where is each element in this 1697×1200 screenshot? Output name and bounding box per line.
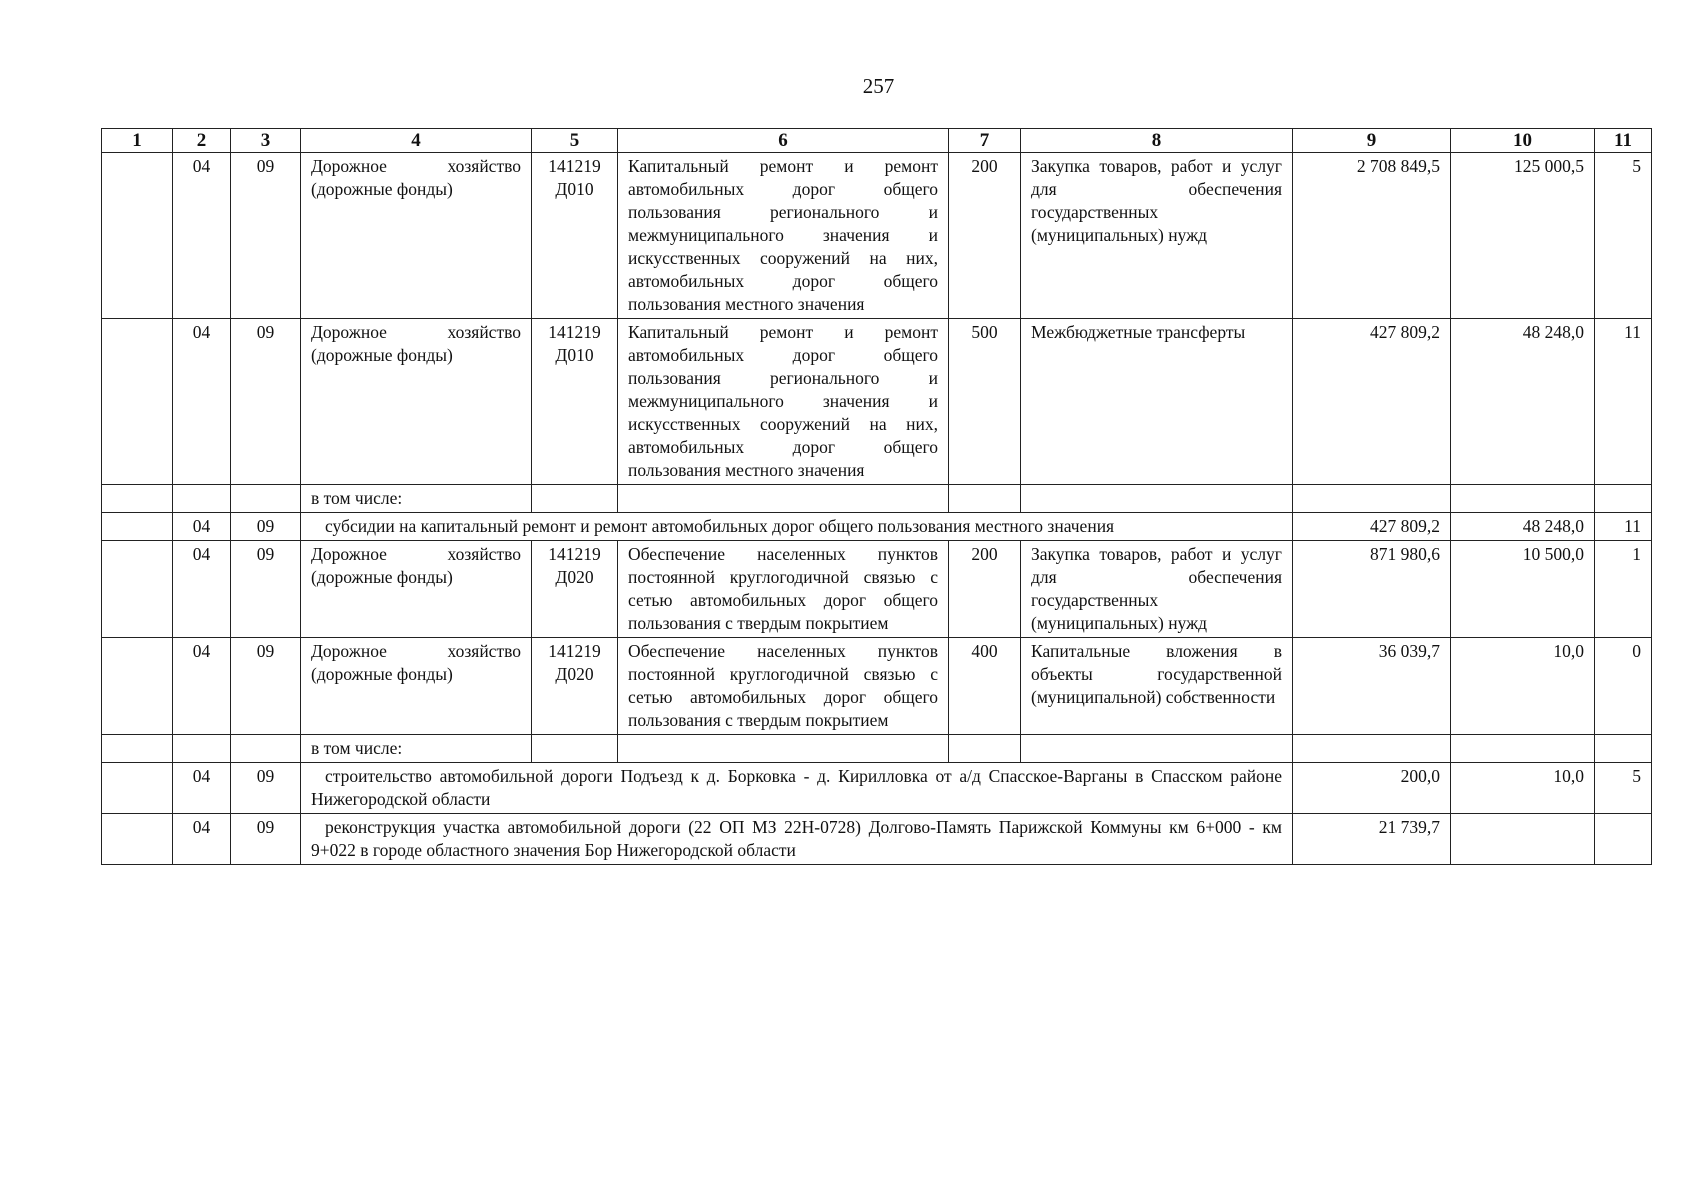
target-article-code: 141219 Д020 bbox=[532, 541, 618, 638]
cell-empty bbox=[102, 638, 173, 735]
expense-type-code: 400 bbox=[949, 638, 1021, 735]
section-code: 04 bbox=[173, 638, 231, 735]
header-cell: 4 bbox=[301, 129, 532, 153]
expense-type-code: 200 bbox=[949, 541, 1021, 638]
cell-empty bbox=[102, 319, 173, 485]
table-row-label bbox=[102, 485, 1652, 513]
section-name: Дорожное хозяйство (дорожные фонды) bbox=[301, 153, 532, 319]
subitem-description: субсидии на капитальный ремонт и ремонт автомобильных дорог общего пользования местного значения bbox=[301, 513, 1293, 541]
budget-table bbox=[101, 128, 1652, 865]
target-article-code: 141219 Д010 bbox=[532, 153, 618, 319]
table-row-subitem bbox=[102, 814, 1652, 865]
expense-type-code: 500 bbox=[949, 319, 1021, 485]
header-cell: 2 bbox=[173, 129, 231, 153]
table-header-row bbox=[102, 129, 1652, 153]
amount-col9: 21 739,7 bbox=[1293, 814, 1451, 865]
section-name: Дорожное хозяйство (дорожные фонды) bbox=[301, 638, 532, 735]
cell-empty bbox=[102, 153, 173, 319]
subsection-code: 09 bbox=[231, 814, 301, 865]
header-cell: 11 bbox=[1595, 129, 1652, 153]
including-label: в том числе: bbox=[301, 735, 532, 763]
expense-type-name: Закупка товаров, работ и услуг для обеспечения государственных (муниципальных) нужд bbox=[1021, 541, 1293, 638]
section-code: 04 bbox=[173, 814, 231, 865]
amount-col9: 36 039,7 bbox=[1293, 638, 1451, 735]
expense-type-name: Межбюджетные трансферты bbox=[1021, 319, 1293, 485]
header-cell: 10 bbox=[1451, 129, 1595, 153]
amount-col10: 48 248,0 bbox=[1451, 513, 1595, 541]
amount-col9: 871 980,6 bbox=[1293, 541, 1451, 638]
table-row bbox=[102, 638, 1652, 735]
table-row-subitem bbox=[102, 763, 1652, 814]
subitem-description: реконструкция участка автомобильной дороги (22 ОП МЗ 22Н-0728) Долгово-Память Парижской Коммуны км 6+000 - км 9+022 в городе областного значения Бор Нижегородской области bbox=[301, 814, 1293, 865]
table-row bbox=[102, 153, 1652, 319]
amount-col10: 48 248,0 bbox=[1451, 319, 1595, 485]
amount-col10: 10,0 bbox=[1451, 638, 1595, 735]
table-row-subitem bbox=[102, 513, 1652, 541]
amount-col9: 427 809,2 bbox=[1293, 319, 1451, 485]
section-name: Дорожное хозяйство (дорожные фонды) bbox=[301, 541, 532, 638]
subsection-code: 09 bbox=[231, 153, 301, 319]
header-cell: 8 bbox=[1021, 129, 1293, 153]
amount-col9: 427 809,2 bbox=[1293, 513, 1451, 541]
table-row bbox=[102, 319, 1652, 485]
expense-type-code: 200 bbox=[949, 153, 1021, 319]
expense-type-name: Закупка товаров, работ и услуг для обеспечения государственных (муниципальных) нужд bbox=[1021, 153, 1293, 319]
amount-col9: 200,0 bbox=[1293, 763, 1451, 814]
page-number: 257 bbox=[862, 74, 895, 98]
subsection-code: 09 bbox=[231, 319, 301, 485]
section-code: 04 bbox=[173, 541, 231, 638]
header-cell: 5 bbox=[532, 129, 618, 153]
target-article-code: 141219 Д020 bbox=[532, 638, 618, 735]
subsection-code: 09 bbox=[231, 513, 301, 541]
subsection-code: 09 bbox=[231, 763, 301, 814]
target-article-name: Капитальный ремонт и ремонт автомобильных дорог общего пользования регионального и межмуниципального значения и искусственных сооружений на них, автомобильных дорог общего пользования местного значения bbox=[618, 153, 949, 319]
amount-col11: 11 bbox=[1595, 513, 1652, 541]
cell-empty bbox=[102, 541, 173, 638]
amount-col11: 11 bbox=[1595, 319, 1652, 485]
subsection-code: 09 bbox=[231, 541, 301, 638]
amount-col11: 1 bbox=[1595, 541, 1652, 638]
amount-col11: 0 bbox=[1595, 638, 1652, 735]
amount-col11: 5 bbox=[1595, 153, 1652, 319]
section-code: 04 bbox=[173, 153, 231, 319]
expense-type-name: Капитальные вложения в объекты государственной (муниципальной) собственности bbox=[1021, 638, 1293, 735]
target-article-name: Обеспечение населенных пунктов постоянной круглогодичной связью с сетью автомобильных дорог общего пользования с твердым покрытием bbox=[618, 541, 949, 638]
target-article-code: 141219 Д010 bbox=[532, 319, 618, 485]
amount-col9: 2 708 849,5 bbox=[1293, 153, 1451, 319]
amount-col10: 125 000,5 bbox=[1451, 153, 1595, 319]
table-row bbox=[102, 541, 1652, 638]
target-article-name: Капитальный ремонт и ремонт автомобильных дорог общего пользования регионального и межмуниципального значения и искусственных сооружений на них, автомобильных дорог общего пользования местного значения bbox=[618, 319, 949, 485]
amount-col11: 5 bbox=[1595, 763, 1652, 814]
header-cell: 6 bbox=[618, 129, 949, 153]
amount-col10: 10 500,0 bbox=[1451, 541, 1595, 638]
header-cell: 9 bbox=[1293, 129, 1451, 153]
amount-col11 bbox=[1595, 814, 1652, 865]
section-name: Дорожное хозяйство (дорожные фонды) bbox=[301, 319, 532, 485]
amount-col10: 10,0 bbox=[1451, 763, 1595, 814]
table-row-label bbox=[102, 735, 1652, 763]
header-cell: 7 bbox=[949, 129, 1021, 153]
amount-col10 bbox=[1451, 814, 1595, 865]
subsection-code: 09 bbox=[231, 638, 301, 735]
header-cell: 1 bbox=[102, 129, 173, 153]
section-code: 04 bbox=[173, 513, 231, 541]
section-code: 04 bbox=[173, 319, 231, 485]
section-code: 04 bbox=[173, 763, 231, 814]
including-label: в том числе: bbox=[301, 485, 532, 513]
header-cell: 3 bbox=[231, 129, 301, 153]
subitem-description: строительство автомобильной дороги Подъезд к д. Борковка - д. Кирилловка от а/д Спасское-Варганы в Спасском районе Нижегородской области bbox=[301, 763, 1293, 814]
target-article-name: Обеспечение населенных пунктов постоянной круглогодичной связью с сетью автомобильных дорог общего пользования с твердым покрытием bbox=[618, 638, 949, 735]
